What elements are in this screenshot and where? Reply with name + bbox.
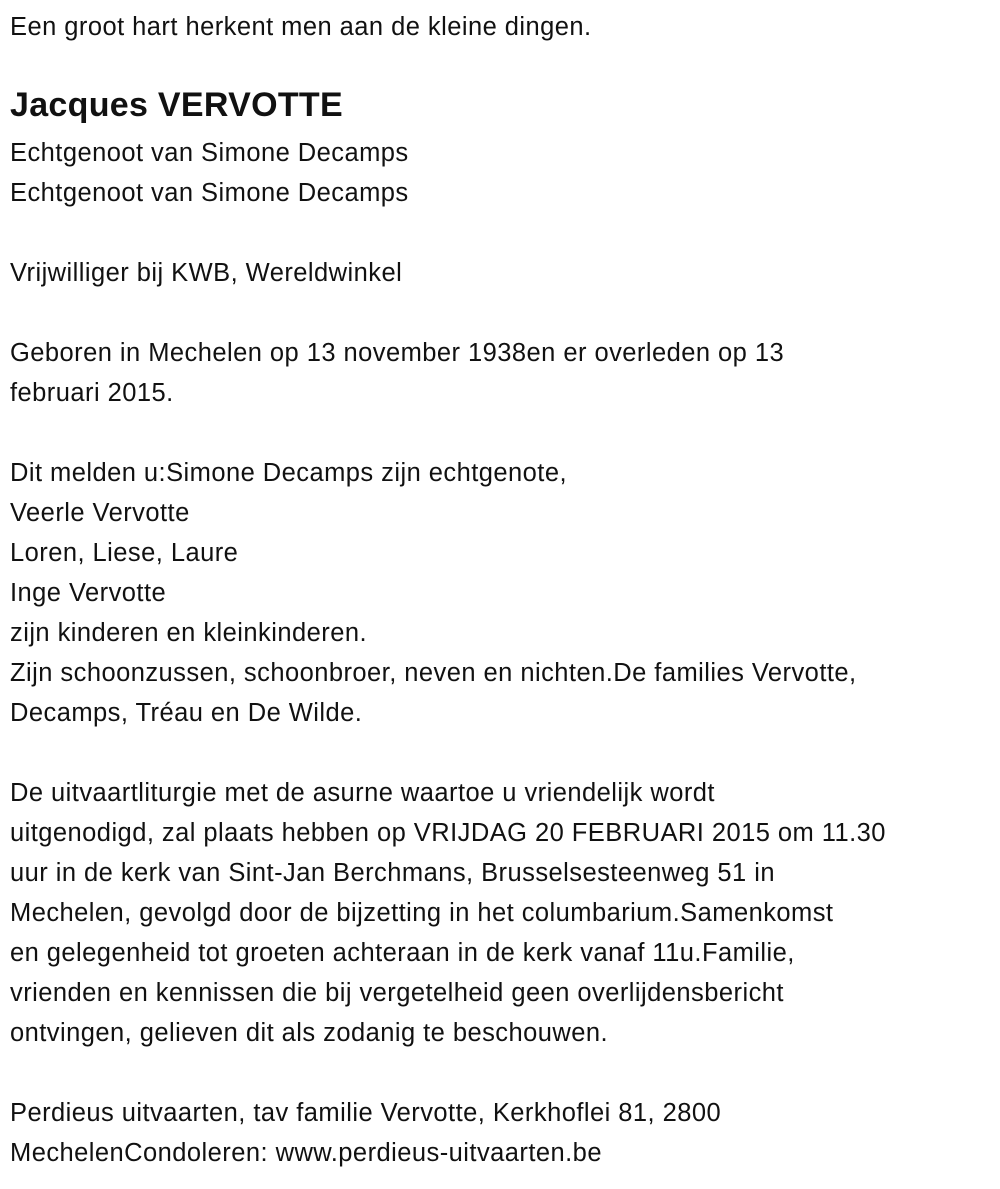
contact-line: Perdieus uitvaarten, tav familie Vervotte, Kerkhoflei 81, 2800 — [10, 1099, 722, 1127]
announcer-line: Loren, Liese, Laure — [10, 539, 239, 567]
funeral-line: ontvingen, gelieven dit als zodanig te beschouwen. — [10, 1019, 609, 1047]
contact-section — [10, 1093, 886, 1173]
announcer-line: Veerle Vervotte — [10, 499, 190, 527]
announcer-line: Zijn schoonzussen, schoonbroer, neven en nichten.De families Vervotte, — [10, 659, 857, 687]
funeral-line: Mechelen, gevolgd door de bijzetting in het columbarium.Samenkomst — [10, 899, 834, 927]
contact-line: MechelenCondoleren: www.perdieus-uitvaarten.be — [10, 1139, 602, 1167]
funeral-line: uur in de kerk van Sint-Jan Berchmans, Brusselsesteenweg 51 in — [10, 859, 775, 887]
funeral-line: De uitvaartliturgie met de asurne waartoe u vriendelijk wordt — [10, 779, 715, 807]
funeral-line: vrienden en kennissen die bij vergetelheid geen overlijdensbericht — [10, 979, 784, 1007]
spouse-line: Echtgenoot van Simone Decamps — [10, 139, 409, 167]
announcer-line: Dit melden u:Simone Decamps zijn echtgenote, — [10, 459, 567, 487]
spouse-line: Echtgenoot van Simone Decamps — [10, 179, 409, 207]
funeral-line: uitgenodigd, zal plaats hebben op VRIJDAG 20 FEBRUARI 2015 om 11.30 — [10, 819, 886, 847]
funeral-line: en gelegenheid tot groeten achteraan in de kerk vanaf 11u.Familie, — [10, 939, 795, 967]
announcer-line: Inge Vervotte — [10, 579, 167, 607]
funeral-section — [10, 773, 886, 1053]
birth-death-line: Geboren in Mechelen op 13 november 1938en er overleden op 13 — [10, 339, 785, 367]
announcer-line: Decamps, Tréau en De Wilde. — [10, 699, 363, 727]
volunteer-line: Vrijwilliger bij KWB, Wereldwinkel — [10, 259, 403, 287]
birth-death-section — [10, 333, 886, 413]
announcer-line: zijn kinderen en kleinkinderen. — [10, 619, 367, 647]
birth-death-line: februari 2015. — [10, 379, 174, 407]
announcers-section — [10, 453, 886, 733]
spouse-section — [10, 133, 886, 213]
obituary-document — [10, 7, 886, 1173]
deceased-name: Jacques VERVOTTE — [10, 86, 343, 124]
motto: Een groot hart herkent men aan de kleine dingen. — [10, 13, 592, 41]
